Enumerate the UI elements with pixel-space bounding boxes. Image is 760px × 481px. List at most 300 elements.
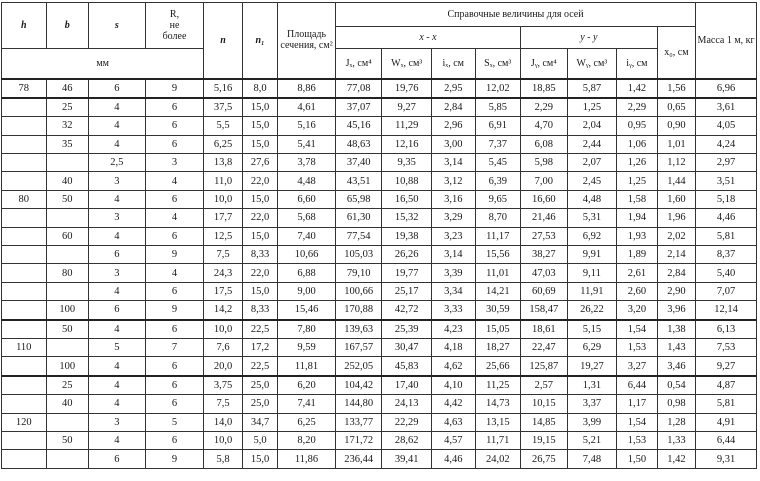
cell-b [46,246,89,264]
cell-h [2,282,47,300]
cell-iy: 2,60 [617,282,657,300]
cell-b: 32 [46,117,89,135]
cell-n: 12,5 [204,227,242,245]
cell-R: 6 [145,190,204,208]
axis-xx-title: x - x [335,27,520,49]
cell-x0: 0,54 [657,376,696,395]
cell-iy: 1,89 [617,246,657,264]
cell-R: 6 [145,135,204,153]
table-row [2,376,757,395]
cell-s: 5 [89,338,146,356]
cell-s: 4 [89,431,146,449]
cell-h [2,154,47,172]
cell-Jy: 4,70 [521,117,568,135]
cell-s: 4 [89,117,146,135]
table-row [2,301,757,320]
cell-m: 5,40 [696,264,757,282]
cell-n: 14,2 [204,301,242,320]
cell-s: 3 [89,413,146,431]
cell-R: 9 [145,79,204,98]
col-Jy: Jᵧ, см⁴ [521,49,568,79]
cell-Sx: 8,70 [475,209,521,227]
cell-R: 3 [145,154,204,172]
cell-Jy: 7,00 [521,172,568,190]
cell-Jy: 16,60 [521,190,568,208]
cell-x0: 3,46 [657,357,696,376]
cell-m: 4,05 [696,117,757,135]
cell-Sx: 15,05 [475,320,521,339]
cell-Sx: 6,91 [475,117,521,135]
cell-ix: 2,96 [432,117,476,135]
cell-Jx: 252,05 [335,357,382,376]
cell-h [2,301,47,320]
cell-x0: 1,33 [657,431,696,449]
cell-s: 6 [89,79,146,98]
cell-Jx: 77,08 [335,79,382,98]
cell-ix: 4,18 [432,338,476,356]
cell-m: 7,53 [696,338,757,356]
cell-Jy: 2,29 [521,98,568,117]
cell-m: 4,87 [696,376,757,395]
cell-m: 6,96 [696,79,757,98]
cell-iy: 1,06 [617,135,657,153]
cell-n: 17,5 [204,282,242,300]
cell-n: 20,0 [204,357,242,376]
cell-iy: 1,94 [617,209,657,227]
cell-n1: 5,0 [242,431,277,449]
cell-Wx: 15,32 [382,209,432,227]
cell-A: 10,66 [278,246,336,264]
cell-Jy: 18,61 [521,320,568,339]
cell-n1: 15,0 [242,98,277,117]
cell-ix: 4,46 [432,450,476,468]
cell-Wx: 9,35 [382,154,432,172]
cell-Wx: 17,40 [382,376,432,395]
table-row [2,246,757,264]
cell-x0: 3,96 [657,301,696,320]
cell-n1: 22,0 [242,209,277,227]
cell-A: 5,41 [278,135,336,153]
cell-Wx: 9,27 [382,98,432,117]
cell-A: 4,61 [278,98,336,117]
cell-iy: 1,26 [617,154,657,172]
cell-b [46,413,89,431]
profile-dimensions-table [1,2,757,469]
cell-s: 3 [89,172,146,190]
cell-x0: 2,90 [657,282,696,300]
cell-iy: 1,58 [617,190,657,208]
cell-s: 6 [89,301,146,320]
cell-n: 24,3 [204,264,242,282]
cell-m: 6,44 [696,431,757,449]
cell-A: 11,81 [278,357,336,376]
cell-s: 4 [89,357,146,376]
cell-Sx: 5,85 [475,98,521,117]
cell-Jx: 48,63 [335,135,382,153]
cell-Wy: 5,15 [567,320,617,339]
cell-Wy: 4,48 [567,190,617,208]
cell-ix: 3,16 [432,190,476,208]
cell-Sx: 13,15 [475,413,521,431]
table-row [2,450,757,468]
cell-Jx: 144,80 [335,395,382,413]
cell-n: 10,0 [204,431,242,449]
axis-yy-title: y - y [521,27,658,49]
cell-n1: 15,0 [242,450,277,468]
cell-Wy: 3,37 [567,395,617,413]
cell-n1: 15,0 [242,227,277,245]
col-Wx: Wₓ, см³ [382,49,432,79]
cell-Sx: 25,66 [475,357,521,376]
cell-Sx: 18,27 [475,338,521,356]
col-x0: x₀, см [657,27,696,79]
cell-n1: 15,0 [242,117,277,135]
cell-h [2,450,47,468]
cell-x0: 1,28 [657,413,696,431]
cell-ix: 3,14 [432,154,476,172]
cell-iy: 1,93 [617,227,657,245]
cell-A: 7,80 [278,320,336,339]
cell-Wy: 5,31 [567,209,617,227]
cell-Jx: 65,98 [335,190,382,208]
cell-Sx: 14,21 [475,282,521,300]
cell-iy: 2,61 [617,264,657,282]
cell-A: 6,88 [278,264,336,282]
cell-m: 7,07 [696,282,757,300]
table-row [2,357,757,376]
table-row [2,79,757,98]
table-row [2,264,757,282]
cell-b [46,450,89,468]
cell-A: 3,78 [278,154,336,172]
col-Jx: Jₓ, см⁴ [335,49,382,79]
cell-Wy: 26,22 [567,301,617,320]
cell-Wy: 2,04 [567,117,617,135]
cell-Jy: 22,47 [521,338,568,356]
cell-A: 8,20 [278,431,336,449]
cell-x0: 1,60 [657,190,696,208]
cell-n1: 8,33 [242,246,277,264]
cell-Wy: 9,11 [567,264,617,282]
cell-Sx: 14,73 [475,395,521,413]
cell-n: 7,5 [204,246,242,264]
cell-n1: 22,0 [242,264,277,282]
table-row [2,135,757,153]
cell-n: 3,75 [204,376,242,395]
cell-Jy: 27,53 [521,227,568,245]
cell-n1: 15,0 [242,135,277,153]
cell-m: 3,61 [696,98,757,117]
cell-n1: 25,0 [242,395,277,413]
cell-R: 9 [145,246,204,264]
col-Sx: Sₓ, см³ [475,49,521,79]
cell-x0: 0,90 [657,117,696,135]
cell-x0: 1,56 [657,79,696,98]
cell-m: 5,81 [696,227,757,245]
cell-x0: 1,42 [657,450,696,468]
cell-h [2,172,47,190]
cell-ix: 3,12 [432,172,476,190]
cell-h [2,357,47,376]
cell-Wy: 6,92 [567,227,617,245]
cell-b: 46 [46,79,89,98]
cell-A: 7,40 [278,227,336,245]
cell-n: 5,16 [204,79,242,98]
cell-R: 4 [145,209,204,227]
cell-A: 6,60 [278,190,336,208]
cell-iy: 3,20 [617,301,657,320]
cell-Wx: 39,41 [382,450,432,468]
col-R [145,3,204,49]
cell-Wx: 19,38 [382,227,432,245]
cell-m: 4,91 [696,413,757,431]
cell-R: 6 [145,282,204,300]
cell-n1: 34,7 [242,413,277,431]
cell-Jy: 26,75 [521,450,568,468]
cell-b [46,209,89,227]
cell-Wy: 2,45 [567,172,617,190]
cell-A: 15,46 [278,301,336,320]
cell-m: 8,37 [696,246,757,264]
cell-A: 11,86 [278,450,336,468]
cell-A: 5,68 [278,209,336,227]
cell-Sx: 30,59 [475,301,521,320]
cell-R: 6 [145,227,204,245]
cell-Sx: 24,02 [475,450,521,468]
cell-h [2,264,47,282]
cell-Wy: 5,21 [567,431,617,449]
table-row [2,190,757,208]
cell-Jy: 18,85 [521,79,568,98]
unit-mm: мм [2,49,204,79]
table-body [2,79,757,469]
cell-iy: 1,50 [617,450,657,468]
cell-A: 5,16 [278,117,336,135]
cell-Wy: 11,91 [567,282,617,300]
table-row [2,154,757,172]
cell-R: 6 [145,117,204,135]
cell-n1: 27,6 [242,154,277,172]
cell-R: 6 [145,357,204,376]
cell-iy: 1,53 [617,431,657,449]
cell-R: 6 [145,320,204,339]
cell-Wx: 28,62 [382,431,432,449]
cell-Jx: 105,03 [335,246,382,264]
cell-iy: 3,27 [617,357,657,376]
cell-x0: 1,44 [657,172,696,190]
col-h: h [2,3,47,49]
cell-n: 7,6 [204,338,242,356]
cell-b: 60 [46,227,89,245]
cell-s: 3 [89,209,146,227]
cell-Jy: 38,27 [521,246,568,264]
cell-Jy: 19,15 [521,431,568,449]
cell-m: 5,81 [696,395,757,413]
cell-Wx: 42,72 [382,301,432,320]
cell-ix: 3,33 [432,301,476,320]
cell-n1: 8,33 [242,301,277,320]
cell-Jx: 139,63 [335,320,382,339]
cell-m: 2,97 [696,154,757,172]
cell-Sx: 12,02 [475,79,521,98]
cell-Wx: 10,88 [382,172,432,190]
cell-R: 6 [145,431,204,449]
table-row [2,431,757,449]
col-s: s [89,3,146,49]
cell-Jx: 45,16 [335,117,382,135]
cell-Jy: 10,15 [521,395,568,413]
cell-ix: 2,95 [432,79,476,98]
col-n1: n₁ [242,3,277,79]
cell-ix: 3,29 [432,209,476,227]
cell-h [2,395,47,413]
cell-R: 4 [145,264,204,282]
cell-x0: 1,12 [657,154,696,172]
cell-Wx: 45,83 [382,357,432,376]
cell-n1: 25,0 [242,376,277,395]
cell-Jx: 37,40 [335,154,382,172]
cell-h [2,431,47,449]
cell-ix: 3,39 [432,264,476,282]
cell-Wy: 7,48 [567,450,617,468]
cell-x0: 2,14 [657,246,696,264]
cell-m: 3,51 [696,172,757,190]
cell-iy: 0,95 [617,117,657,135]
col-area: Площадь сечения, см² [278,3,336,79]
cell-Sx: 11,25 [475,376,521,395]
cell-h [2,320,47,339]
cell-Jx: 37,07 [335,98,382,117]
cell-R: 6 [145,376,204,395]
cell-R: 5 [145,413,204,431]
cell-Jy: 47,03 [521,264,568,282]
cell-Wx: 25,39 [382,320,432,339]
cell-s: 4 [89,320,146,339]
cell-R: 6 [145,98,204,117]
table-row [2,395,757,413]
table-row [2,117,757,135]
cell-iy: 1,17 [617,395,657,413]
cell-n1: 22,5 [242,357,277,376]
cell-x0: 1,38 [657,320,696,339]
cell-s: 4 [89,135,146,153]
cell-Jy: 21,46 [521,209,568,227]
table-row [2,209,757,227]
cell-b [46,154,89,172]
cell-h: 110 [2,338,47,356]
cell-n1: 15,0 [242,282,277,300]
cell-Wy: 2,07 [567,154,617,172]
cell-x0: 1,43 [657,338,696,356]
cell-ix: 2,84 [432,98,476,117]
cell-ix: 4,62 [432,357,476,376]
cell-m: 5,18 [696,190,757,208]
cell-s: 4 [89,282,146,300]
cell-n: 17,7 [204,209,242,227]
table-header [2,3,757,79]
cell-Jy: 6,08 [521,135,568,153]
cell-Jx: 171,72 [335,431,382,449]
cell-Wx: 19,77 [382,264,432,282]
cell-Sx: 6,39 [475,172,521,190]
ref-values-title: Справочные величины для осей [335,3,695,27]
table-row [2,320,757,339]
cell-x0: 2,84 [657,264,696,282]
cell-Jx: 104,42 [335,376,382,395]
cell-Jy: 5,98 [521,154,568,172]
cell-h: 80 [2,190,47,208]
cell-n: 10,0 [204,320,242,339]
cell-h: 120 [2,413,47,431]
cell-A: 9,00 [278,282,336,300]
cell-Wy: 6,29 [567,338,617,356]
cell-Wx: 24,13 [382,395,432,413]
cell-s: 4 [89,376,146,395]
cell-Sx: 9,65 [475,190,521,208]
col-R-label: R, не более [162,9,187,42]
cell-Wx: 30,47 [382,338,432,356]
cell-b: 40 [46,395,89,413]
cell-A: 9,59 [278,338,336,356]
cell-R: 7 [145,338,204,356]
cell-n1: 17,2 [242,338,277,356]
cell-x0: 0,98 [657,395,696,413]
cell-Sx: 11,71 [475,431,521,449]
cell-n: 11,0 [204,172,242,190]
cell-R: 9 [145,301,204,320]
cell-R: 4 [145,172,204,190]
cell-Jx: 167,57 [335,338,382,356]
cell-Sx: 15,56 [475,246,521,264]
cell-h [2,246,47,264]
cell-Jy: 60,69 [521,282,568,300]
cell-n1: 22,0 [242,172,277,190]
cell-R: 9 [145,450,204,468]
cell-h [2,227,47,245]
col-mass: Масса 1 м, кг [696,3,757,79]
cell-x0: 2,02 [657,227,696,245]
table-row [2,227,757,245]
cell-m: 9,31 [696,450,757,468]
cell-h [2,117,47,135]
cell-Wy: 2,44 [567,135,617,153]
cell-Jx: 170,88 [335,301,382,320]
cell-iy: 1,54 [617,413,657,431]
cell-Jy: 14,85 [521,413,568,431]
cell-iy: 1,42 [617,79,657,98]
cell-h [2,376,47,395]
cell-b: 35 [46,135,89,153]
cell-n1: 22,5 [242,320,277,339]
cell-Wy: 1,31 [567,376,617,395]
cell-m: 12,14 [696,301,757,320]
col-iy: iᵧ, см [617,49,657,79]
col-ix: iₓ, см [432,49,476,79]
table-row [2,98,757,117]
cell-n: 37,5 [204,98,242,117]
cell-Wx: 25,17 [382,282,432,300]
cell-A: 7,41 [278,395,336,413]
table-row [2,172,757,190]
cell-ix: 3,00 [432,135,476,153]
cell-h [2,98,47,117]
cell-b: 50 [46,431,89,449]
cell-Sx: 11,01 [475,264,521,282]
cell-iy: 1,53 [617,338,657,356]
cell-Jx: 100,66 [335,282,382,300]
cell-b [46,282,89,300]
cell-ix: 4,10 [432,376,476,395]
